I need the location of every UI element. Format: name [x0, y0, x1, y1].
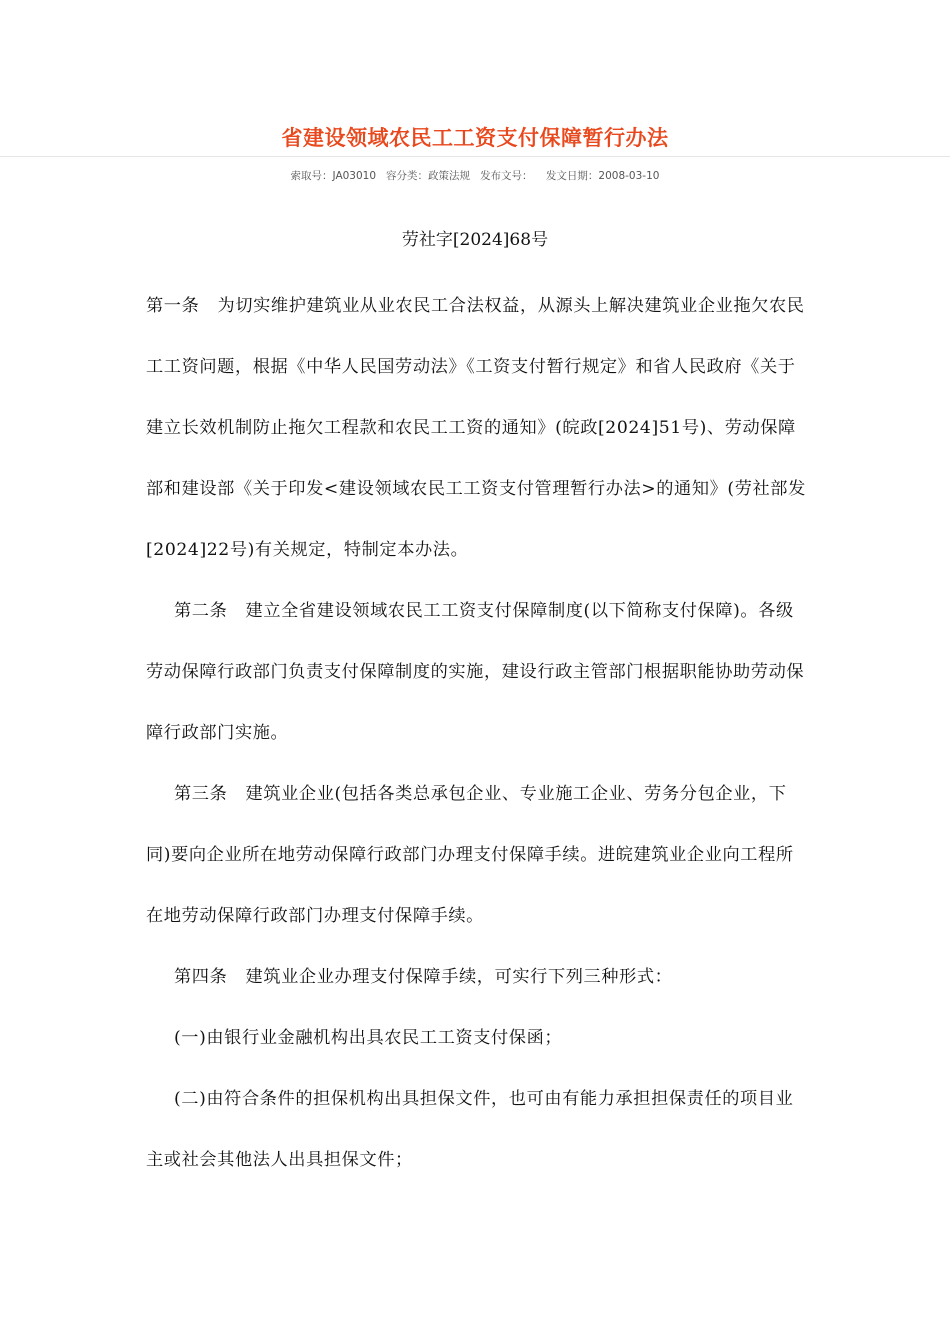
meta-date-label: 发文日期： [545, 170, 599, 182]
title-divider [0, 156, 950, 157]
article-1-paragraph: 第一条 为切实维护建筑业从业农民工合法权益，从源头上解决建筑业企业拖欠农民工工资问题，根据《中华人民国劳动法》《工资支付暂行规定》和省人民政府《关于建立长效机制防止拖欠工程款和农民工工资的通知》(皖政[2024]51号)、劳动保障部和建设部《关于印发<建设领域农民工工资支付管理暂行办法>的通知》(劳社部发[2024]22号)有关规定，特制定本办法。 [146, 296, 806, 560]
article-4-item-1: (一)由银行业金融机构出具农民工工资支付保函； [174, 1028, 563, 1048]
meta-index-label: 索取号： [290, 170, 333, 182]
document-body [146, 276, 806, 1191]
document-meta [0, 168, 950, 183]
article-4-paragraph: 第四条 建筑业企业办理支付保障手续，可实行下列三种形式： [174, 967, 673, 987]
meta-category-label: 容分类： [386, 170, 429, 182]
meta-issue-no-label: 发布文号： [480, 170, 533, 182]
meta-category-value: 政策法规 [428, 170, 471, 182]
meta-date-value: 2008-03-10 [598, 170, 660, 182]
meta-index-value: JA03010 [332, 170, 377, 182]
article-2-paragraph: 第二条 建立全省建设领域农民工工资支付保障制度(以下简称支付保障)。各级劳动保障行政部门负责支付保障制度的实施，建设行政主管部门根据职能协助劳动保障行政部门实施。 [146, 601, 805, 743]
document-number: 劳社字[2024]68号 [401, 230, 549, 250]
article-4-item-2: (二)由符合条件的担保机构出具担保文件，也可由有能力承担担保责任的项目业主或社会其他法人出具担保文件； [146, 1089, 794, 1170]
article-3-paragraph: 第三条 建筑业企业(包括各类总承包企业、专业施工企业、劳务分包企业，下同)要向企业所在地劳动保障行政部门办理支付保障手续。进皖建筑业企业向工程所在地劳动保障行政部门办理支付保障手续。 [146, 784, 794, 926]
document-title: 省建设领域农民工工资支付保障暂行办法 [281, 126, 669, 150]
